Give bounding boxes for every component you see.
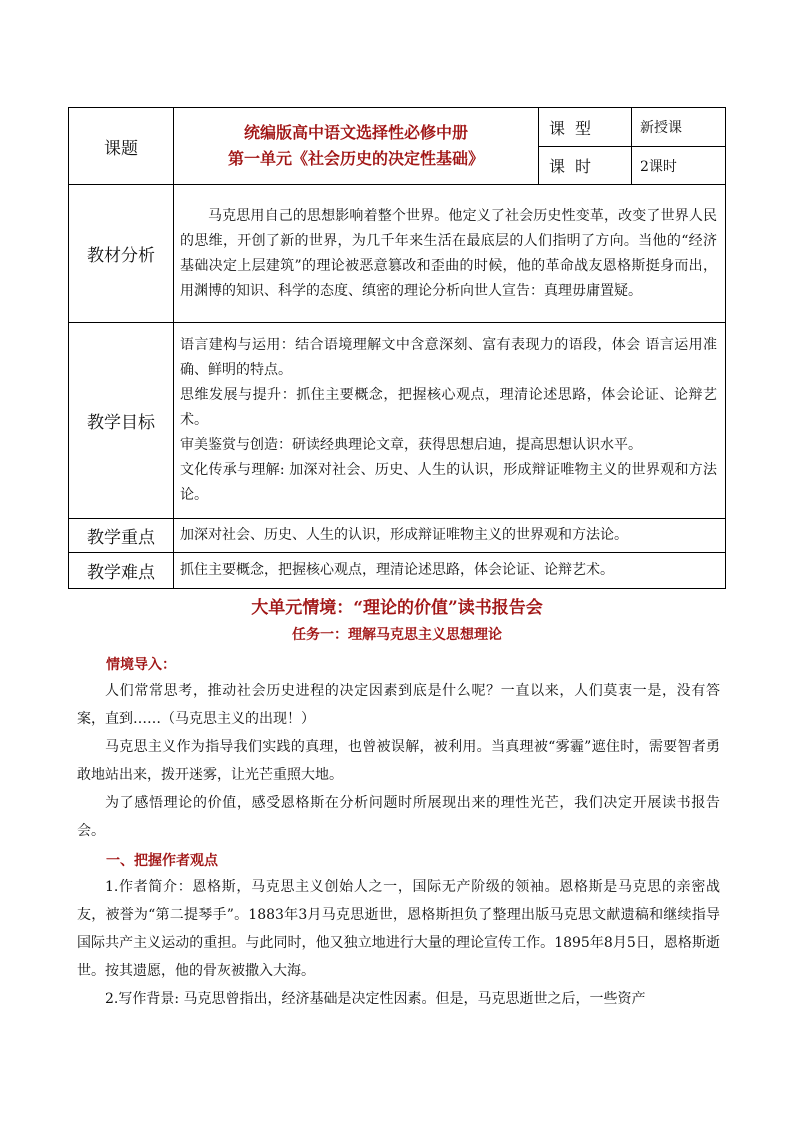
class-hours-value: 2课时: [632, 147, 726, 185]
intro-paragraph: 马克思主义作为指导我们实践的真理，也曾被误解，被利用。当真理被“雾霾”遮住时，需要智者勇敢地站出来，拨开迷雾，让光芒重照大地。: [77, 739, 720, 783]
intro-heading: 情境导入：: [106, 657, 176, 673]
goal-item: 语言建构与运用：结合语境理解文中含意深刻、富有表现力的语段，体会 语言运用准确、鲜明的特点。: [180, 337, 717, 378]
goal-item: 文化传承与理解: 加深对社会、历史、人生的认识，形成辩证唯物主义的世界观和方法论。: [180, 462, 717, 503]
analysis-cell: [174, 185, 726, 323]
lesson-title-line2: 第一单元《社会历史的决定性基础》: [227, 149, 484, 168]
lesson-type-label: 课型: [539, 108, 632, 147]
goal-item: 审美鉴赏与创造：研读经典理论文章，获得思想启迪，提高思想认识水平。: [180, 437, 642, 453]
lesson-plan-table: [68, 107, 726, 589]
task-heading: 任务一：理解马克思主义思想理论: [292, 627, 502, 643]
analysis-label: 教材分析: [69, 185, 174, 323]
key-point-label: 教学重点: [69, 519, 174, 553]
difficult-point-text: 抓住主要概念，把握核心观点，理清论述思路，体会论证、论辩艺术。: [174, 553, 726, 589]
key-point-text: 加深对社会、历史、人生的认识，形成辩证唯物主义的世界观和方法论。: [174, 519, 726, 553]
goals-label: 教学目标: [69, 323, 174, 519]
unit-context-heading: 大单元情境：“理论的价值”读书报告会: [251, 598, 543, 618]
author-intro-paragraph: 1.作者简介：恩格斯，马克思主义创始人之一，国际无产阶级的领袖。恩格斯是马克思的亲密战友，被誉为“第二提琴手”。1883年3月马克思逝世，恩格斯担负了整理出版马克思文献遗稿和继续指导国际共产主义运动的重担。与此同时，他又独立地进行大量的理论宣传工作。1895年8月5日，恩格斯逝世。按其遗愿，他的骨灰被撒入大海。: [77, 879, 720, 979]
background-paragraph: 2.写作背景: 马克思曾指出，经济基础是决定性因素。但是，马克思逝世之后，一些资产: [105, 991, 646, 1007]
difficult-point-label: 教学难点: [69, 553, 174, 589]
intro-paragraph: 人们常常思考，推动社会历史进程的决定因素到底是什么呢？一直以来，人们莫衷一是，没有答案，直到……（马克思主义的出现！）: [77, 683, 720, 727]
lesson-title-line1: 统编版高中语文选择性必修中册: [243, 123, 468, 142]
goals-cell: [174, 323, 726, 519]
lesson-title: [174, 108, 539, 185]
section-heading: 一、把握作者观点: [106, 853, 218, 869]
intro-paragraph: 为了感悟理论的价值，感受恩格斯在分析问题时所展现出来的理性光芒，我们决定开展读书报告会。: [77, 795, 720, 839]
lesson-type-value: 新授课: [632, 108, 726, 147]
topic-label: 课题: [69, 108, 174, 185]
goal-item: 思维发展与提升：抓住主要概念，把握核心观点，理清论述思路，体会论证、论辩艺术。: [180, 387, 717, 428]
class-hours-label: 课时: [539, 147, 632, 185]
analysis-text: 马克思用自己的思想影响着整个世界。他定义了社会历史性变革，改变了世界人民的思维，开创了新的世界，为几千年来生活在最底层的人们指明了方向。当他的“经济基础决定上层建筑”的理论被恶意篡改和歪曲的时候，他的革命战友恩格斯挺身而出，用渊博的知识、科学的态度、缜密的理论分析向世人宣告：真理毋庸置疑。: [180, 207, 717, 299]
